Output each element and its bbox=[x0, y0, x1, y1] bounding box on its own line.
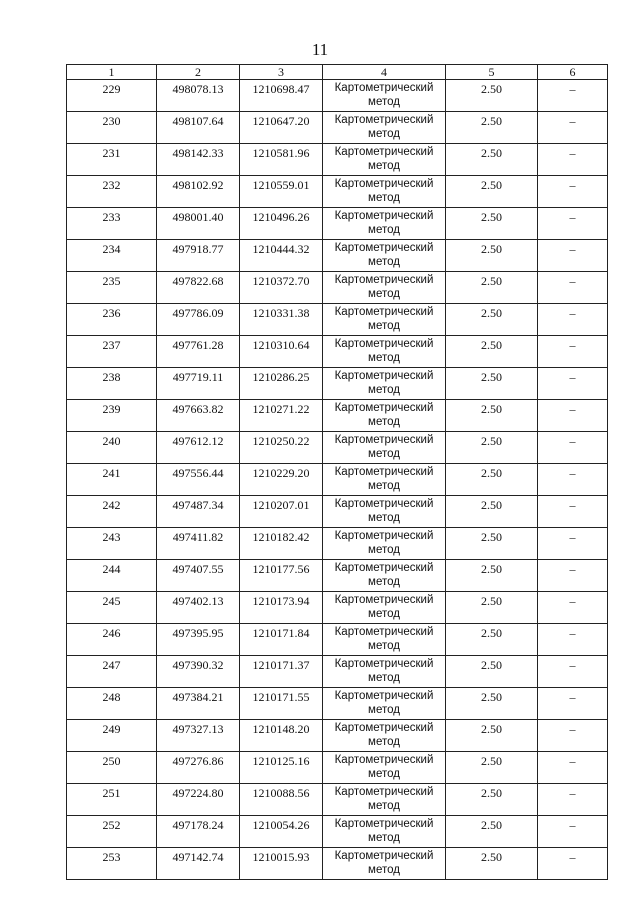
accuracy: 2.50 bbox=[446, 816, 538, 848]
note: – bbox=[538, 656, 608, 688]
coord-y: 1210148.20 bbox=[240, 720, 323, 752]
method-cell bbox=[323, 80, 446, 112]
table-row bbox=[67, 560, 608, 592]
method-cell bbox=[323, 464, 446, 496]
note: – bbox=[538, 720, 608, 752]
accuracy: 2.50 bbox=[446, 80, 538, 112]
coord-y: 1210647.20 bbox=[240, 112, 323, 144]
method-line-1: Картометрический bbox=[334, 210, 434, 222]
point-number: 242 bbox=[67, 496, 157, 528]
coord-y: 1210171.37 bbox=[240, 656, 323, 688]
coord-x: 497390.32 bbox=[157, 656, 240, 688]
method-line-2: метод bbox=[368, 352, 400, 364]
method-line-1: Картометрический bbox=[334, 274, 434, 286]
coord-y: 1210088.56 bbox=[240, 784, 323, 816]
coord-y: 1210559.01 bbox=[240, 176, 323, 208]
coord-y: 1210171.55 bbox=[240, 688, 323, 720]
accuracy: 2.50 bbox=[446, 496, 538, 528]
method-cell bbox=[323, 688, 446, 720]
table-row bbox=[67, 208, 608, 240]
point-number: 230 bbox=[67, 112, 157, 144]
point-number: 241 bbox=[67, 464, 157, 496]
point-number: 245 bbox=[67, 592, 157, 624]
method-line-2: метод bbox=[368, 864, 400, 876]
point-number: 231 bbox=[67, 144, 157, 176]
method-cell bbox=[323, 752, 446, 784]
coord-y: 1210125.16 bbox=[240, 752, 323, 784]
method-line-2: метод bbox=[368, 544, 400, 556]
method-line-1: Картометрический bbox=[334, 562, 434, 574]
accuracy: 2.50 bbox=[446, 336, 538, 368]
method-line-1: Картометрический bbox=[334, 530, 434, 542]
note: – bbox=[538, 624, 608, 656]
method-line-1: Картометрический bbox=[334, 306, 434, 318]
accuracy: 2.50 bbox=[446, 464, 538, 496]
coord-y: 1210054.26 bbox=[240, 816, 323, 848]
coord-x: 497178.24 bbox=[157, 816, 240, 848]
method-cell bbox=[323, 848, 446, 880]
accuracy: 2.50 bbox=[446, 272, 538, 304]
point-number: 252 bbox=[67, 816, 157, 848]
method-cell bbox=[323, 656, 446, 688]
coord-y: 1210496.26 bbox=[240, 208, 323, 240]
table-row bbox=[67, 368, 608, 400]
coord-x: 497276.86 bbox=[157, 752, 240, 784]
note: – bbox=[538, 368, 608, 400]
note: – bbox=[538, 240, 608, 272]
point-number: 236 bbox=[67, 304, 157, 336]
method-line-2: метод bbox=[368, 736, 400, 748]
table-row bbox=[67, 112, 608, 144]
method-cell bbox=[323, 560, 446, 592]
coord-x: 497224.80 bbox=[157, 784, 240, 816]
accuracy: 2.50 bbox=[446, 368, 538, 400]
table-row bbox=[67, 336, 608, 368]
header-col-3: 3 bbox=[240, 65, 323, 80]
note: – bbox=[538, 432, 608, 464]
point-number: 249 bbox=[67, 720, 157, 752]
accuracy: 2.50 bbox=[446, 752, 538, 784]
coord-x: 497663.82 bbox=[157, 400, 240, 432]
table-row bbox=[67, 656, 608, 688]
method-line-2: метод bbox=[368, 608, 400, 620]
coord-x: 497612.12 bbox=[157, 432, 240, 464]
coord-y: 1210698.47 bbox=[240, 80, 323, 112]
note: – bbox=[538, 688, 608, 720]
coord-y: 1210271.22 bbox=[240, 400, 323, 432]
table-row bbox=[67, 400, 608, 432]
point-number: 229 bbox=[67, 80, 157, 112]
method-line-1: Картометрический bbox=[334, 402, 434, 414]
note: – bbox=[538, 144, 608, 176]
header-row bbox=[67, 65, 608, 80]
accuracy: 2.50 bbox=[446, 176, 538, 208]
table-row bbox=[67, 176, 608, 208]
point-number: 238 bbox=[67, 368, 157, 400]
table-row bbox=[67, 592, 608, 624]
point-number: 234 bbox=[67, 240, 157, 272]
note: – bbox=[538, 784, 608, 816]
method-line-2: метод bbox=[368, 704, 400, 716]
method-line-2: метод bbox=[368, 576, 400, 588]
method-cell bbox=[323, 592, 446, 624]
method-line-1: Картометрический bbox=[334, 626, 434, 638]
coord-y: 1210015.93 bbox=[240, 848, 323, 880]
method-line-1: Картометрический bbox=[334, 370, 434, 382]
coord-y: 1210182.42 bbox=[240, 528, 323, 560]
table-row bbox=[67, 624, 608, 656]
header-col-5: 5 bbox=[446, 65, 538, 80]
coord-x: 497402.13 bbox=[157, 592, 240, 624]
table-row bbox=[67, 848, 608, 880]
note: – bbox=[538, 496, 608, 528]
method-line-2: метод bbox=[368, 416, 400, 428]
coord-x: 498078.13 bbox=[157, 80, 240, 112]
note: – bbox=[538, 272, 608, 304]
method-line-1: Картометрический bbox=[334, 114, 434, 126]
method-line-1: Картометрический bbox=[334, 850, 434, 862]
point-number: 243 bbox=[67, 528, 157, 560]
coord-x: 497395.95 bbox=[157, 624, 240, 656]
method-line-2: метод bbox=[368, 640, 400, 652]
coord-y: 1210177.56 bbox=[240, 560, 323, 592]
table-row bbox=[67, 432, 608, 464]
coord-y: 1210250.22 bbox=[240, 432, 323, 464]
note: – bbox=[538, 176, 608, 208]
note: – bbox=[538, 208, 608, 240]
table-row bbox=[67, 496, 608, 528]
coord-y: 1210229.20 bbox=[240, 464, 323, 496]
header-col-6: 6 bbox=[538, 65, 608, 80]
method-cell bbox=[323, 144, 446, 176]
coord-x: 497407.55 bbox=[157, 560, 240, 592]
note: – bbox=[538, 112, 608, 144]
coord-y: 1210310.64 bbox=[240, 336, 323, 368]
coord-x: 497411.82 bbox=[157, 528, 240, 560]
coord-x: 497719.11 bbox=[157, 368, 240, 400]
note: – bbox=[538, 560, 608, 592]
accuracy: 2.50 bbox=[446, 528, 538, 560]
accuracy: 2.50 bbox=[446, 848, 538, 880]
accuracy: 2.50 bbox=[446, 784, 538, 816]
method-line-2: метод bbox=[368, 160, 400, 172]
table-row bbox=[67, 784, 608, 816]
table-row bbox=[67, 272, 608, 304]
table-row bbox=[67, 304, 608, 336]
coord-x: 498001.40 bbox=[157, 208, 240, 240]
table-header bbox=[67, 65, 608, 80]
method-line-2: метод bbox=[368, 128, 400, 140]
point-number: 232 bbox=[67, 176, 157, 208]
coord-y: 1210207.01 bbox=[240, 496, 323, 528]
method-line-2: метод bbox=[368, 96, 400, 108]
point-number: 246 bbox=[67, 624, 157, 656]
table-row bbox=[67, 688, 608, 720]
point-number: 233 bbox=[67, 208, 157, 240]
accuracy: 2.50 bbox=[446, 592, 538, 624]
accuracy: 2.50 bbox=[446, 560, 538, 592]
point-number: 239 bbox=[67, 400, 157, 432]
note: – bbox=[538, 816, 608, 848]
accuracy: 2.50 bbox=[446, 144, 538, 176]
coordinates-table bbox=[66, 64, 608, 880]
method-line-1: Картометрический bbox=[334, 498, 434, 510]
coord-x: 498107.64 bbox=[157, 112, 240, 144]
method-line-2: метод bbox=[368, 320, 400, 332]
method-line-1: Картометрический bbox=[334, 338, 434, 350]
method-cell bbox=[323, 400, 446, 432]
coord-x: 497822.68 bbox=[157, 272, 240, 304]
coord-y: 1210173.94 bbox=[240, 592, 323, 624]
header-col-4: 4 bbox=[323, 65, 446, 80]
method-line-2: метод bbox=[368, 512, 400, 524]
page-number: 11 bbox=[311, 40, 329, 59]
method-cell bbox=[323, 368, 446, 400]
point-number: 247 bbox=[67, 656, 157, 688]
method-cell bbox=[323, 496, 446, 528]
method-line-2: метод bbox=[368, 448, 400, 460]
coord-y: 1210331.38 bbox=[240, 304, 323, 336]
coord-x: 497142.74 bbox=[157, 848, 240, 880]
method-cell bbox=[323, 272, 446, 304]
header-col-1: 1 bbox=[67, 65, 157, 80]
method-line-2: метод bbox=[368, 192, 400, 204]
point-number: 251 bbox=[67, 784, 157, 816]
coord-y: 1210171.84 bbox=[240, 624, 323, 656]
note: – bbox=[538, 592, 608, 624]
method-cell bbox=[323, 240, 446, 272]
accuracy: 2.50 bbox=[446, 656, 538, 688]
method-line-1: Картометрический bbox=[334, 242, 434, 254]
point-number: 244 bbox=[67, 560, 157, 592]
note: – bbox=[538, 464, 608, 496]
method-line-2: метод bbox=[368, 480, 400, 492]
method-line-1: Картометрический bbox=[334, 818, 434, 830]
point-number: 240 bbox=[67, 432, 157, 464]
method-line-2: метод bbox=[368, 768, 400, 780]
accuracy: 2.50 bbox=[446, 240, 538, 272]
accuracy: 2.50 bbox=[446, 688, 538, 720]
table-row bbox=[67, 720, 608, 752]
accuracy: 2.50 bbox=[446, 304, 538, 336]
method-cell bbox=[323, 528, 446, 560]
coord-x: 497556.44 bbox=[157, 464, 240, 496]
method-line-1: Картометрический bbox=[334, 178, 434, 190]
method-cell bbox=[323, 304, 446, 336]
note: – bbox=[538, 80, 608, 112]
point-number: 253 bbox=[67, 848, 157, 880]
coord-x: 497384.21 bbox=[157, 688, 240, 720]
method-line-1: Картометрический bbox=[334, 434, 434, 446]
method-line-2: метод bbox=[368, 384, 400, 396]
point-number: 237 bbox=[67, 336, 157, 368]
method-line-2: метод bbox=[368, 256, 400, 268]
header-col-2: 2 bbox=[157, 65, 240, 80]
coord-x: 497918.77 bbox=[157, 240, 240, 272]
method-cell bbox=[323, 816, 446, 848]
note: – bbox=[538, 528, 608, 560]
method-line-2: метод bbox=[368, 672, 400, 684]
table-row bbox=[67, 240, 608, 272]
coord-y: 1210581.96 bbox=[240, 144, 323, 176]
point-number: 235 bbox=[67, 272, 157, 304]
method-line-2: метод bbox=[368, 832, 400, 844]
method-line-1: Картометрический bbox=[334, 82, 434, 94]
method-line-1: Картометрический bbox=[334, 146, 434, 158]
table-row bbox=[67, 464, 608, 496]
accuracy: 2.50 bbox=[446, 432, 538, 464]
coord-x: 497487.34 bbox=[157, 496, 240, 528]
point-number: 250 bbox=[67, 752, 157, 784]
note: – bbox=[538, 400, 608, 432]
method-cell bbox=[323, 176, 446, 208]
method-cell bbox=[323, 112, 446, 144]
accuracy: 2.50 bbox=[446, 112, 538, 144]
note: – bbox=[538, 336, 608, 368]
coord-y: 1210372.70 bbox=[240, 272, 323, 304]
accuracy: 2.50 bbox=[446, 400, 538, 432]
method-line-1: Картометрический bbox=[334, 786, 434, 798]
coord-x: 498142.33 bbox=[157, 144, 240, 176]
method-line-1: Картометрический bbox=[334, 722, 434, 734]
method-line-2: метод bbox=[368, 800, 400, 812]
method-cell bbox=[323, 208, 446, 240]
accuracy: 2.50 bbox=[446, 624, 538, 656]
method-line-1: Картометрический bbox=[334, 594, 434, 606]
coord-x: 497327.13 bbox=[157, 720, 240, 752]
table-row bbox=[67, 144, 608, 176]
table-row bbox=[67, 80, 608, 112]
method-line-1: Картометрический bbox=[334, 466, 434, 478]
method-line-1: Картометрический bbox=[334, 690, 434, 702]
method-line-1: Картометрический bbox=[334, 658, 434, 670]
method-cell bbox=[323, 720, 446, 752]
coord-x: 497761.28 bbox=[157, 336, 240, 368]
note: – bbox=[538, 848, 608, 880]
method-line-1: Картометрический bbox=[334, 754, 434, 766]
table-row bbox=[67, 816, 608, 848]
coord-y: 1210286.25 bbox=[240, 368, 323, 400]
method-cell bbox=[323, 624, 446, 656]
table-body bbox=[67, 80, 608, 880]
coord-x: 498102.92 bbox=[157, 176, 240, 208]
table-row bbox=[67, 528, 608, 560]
note: – bbox=[538, 752, 608, 784]
method-line-2: метод bbox=[368, 224, 400, 236]
table-row bbox=[67, 752, 608, 784]
method-cell bbox=[323, 784, 446, 816]
method-cell bbox=[323, 432, 446, 464]
accuracy: 2.50 bbox=[446, 720, 538, 752]
note: – bbox=[538, 304, 608, 336]
coord-y: 1210444.32 bbox=[240, 240, 323, 272]
coord-x: 497786.09 bbox=[157, 304, 240, 336]
method-line-2: метод bbox=[368, 288, 400, 300]
point-number: 248 bbox=[67, 688, 157, 720]
accuracy: 2.50 bbox=[446, 208, 538, 240]
method-cell bbox=[323, 336, 446, 368]
